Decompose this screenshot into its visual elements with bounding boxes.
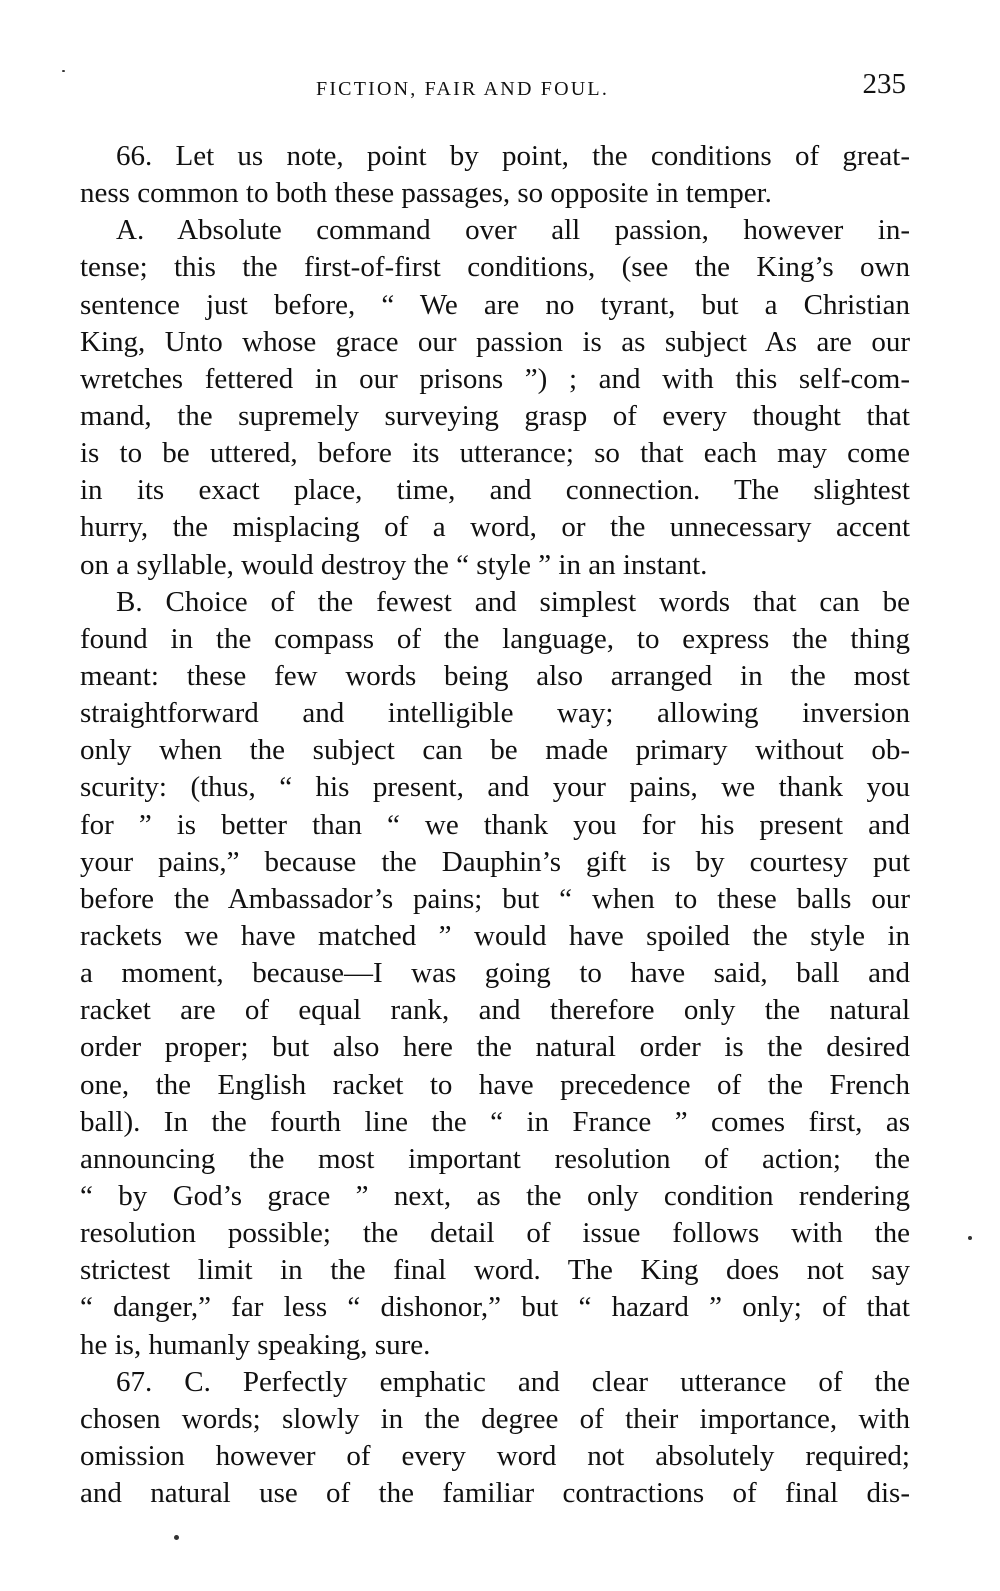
text-line: mand, the supremely surveying grasp of every thought that [80, 399, 910, 432]
text-line: ball). In the fourth line the “ in France ” comes first, as [80, 1105, 910, 1138]
text-line: chosen words; slowly in the degree of their importance, with [80, 1402, 910, 1435]
text-line: racket are of equal rank, and therefore only the natural [80, 994, 910, 1027]
running-title: FICTION, FAIR AND FOUL. [316, 78, 610, 100]
text-line: omission however of every word not absolutely required; [80, 1439, 910, 1472]
text-line: King, Unto whose grace our passion is as subject As are our [80, 325, 910, 358]
text-line: B. Choice of the fewest and simplest words that can be [116, 585, 910, 618]
text-line: sentence just before, “ We are no tyrant, but a Christian [80, 288, 910, 321]
text-line: wretches fettered in our prisons ”) ; and with this self-com- [80, 362, 910, 395]
text-line: for ” is better than “ we thank you for his present and [80, 808, 910, 841]
text-line: rackets we have matched ” would have spoiled the style in [80, 919, 910, 952]
text-line: strictest limit in the final word. The King does not say [80, 1254, 910, 1287]
text-line: hurry, the misplacing of a word, or the unnecessary accent [80, 511, 910, 544]
print-speck [174, 1535, 179, 1540]
page-header [80, 68, 910, 108]
page-number: 235 [862, 68, 906, 100]
text-line: and natural use of the familiar contractions of final dis- [80, 1477, 910, 1510]
text-line: ness common to both these passages, so opposite in temper. [80, 177, 772, 210]
text-line: A. Absolute command over all passion, however in- [116, 214, 910, 247]
text-line: your pains,” because the Dauphin’s gift is by courtesy put [80, 845, 910, 878]
text-line: scurity: (thus, “ his present, and your pains, we thank you [80, 771, 910, 804]
text-line: before the Ambassador’s pains; but “ when to these balls our [80, 882, 910, 915]
body-text [80, 138, 910, 1512]
text-line: straightforward and intelligible way; allowing inversion [80, 697, 910, 730]
text-line: in its exact place, time, and connection. The slightest [80, 474, 910, 507]
text-line: announcing the most important resolution of action; the [80, 1142, 910, 1175]
text-line: 67. C. Perfectly emphatic and clear utterance of the [116, 1365, 910, 1398]
text-line: he is, humanly speaking, sure. [80, 1328, 431, 1361]
text-line: 66. Let us note, point by point, the conditions of great- [116, 140, 910, 172]
print-speck [968, 1236, 972, 1240]
text-line: resolution possible; the detail of issue follows with the [80, 1217, 910, 1250]
text-line: order proper; but also here the natural order is the desired [80, 1031, 910, 1064]
text-line: “ by God’s grace ” next, as the only condition rendering [80, 1179, 910, 1212]
text-line: on a syllable, would destroy the “ style ” in an instant. [80, 548, 708, 581]
text-line: a moment, because—I was going to have said, ball and [80, 957, 910, 990]
print-speck [62, 70, 65, 72]
text-line: only when the subject can be made primary without ob- [80, 734, 910, 767]
text-line: is to be uttered, before its utterance; so that each may come [80, 437, 910, 470]
text-line: tense; this the first-of-first conditions, (see the King’s own [80, 251, 910, 284]
text-line: “ danger,” far less “ dishonor,” but “ hazard ” only; of that [80, 1291, 910, 1324]
text-line: one, the English racket to have precedence of the French [80, 1068, 910, 1101]
text-line: meant: these few words being also arranged in the most [80, 659, 910, 692]
text-line: found in the compass of the language, to express the thing [80, 622, 910, 655]
